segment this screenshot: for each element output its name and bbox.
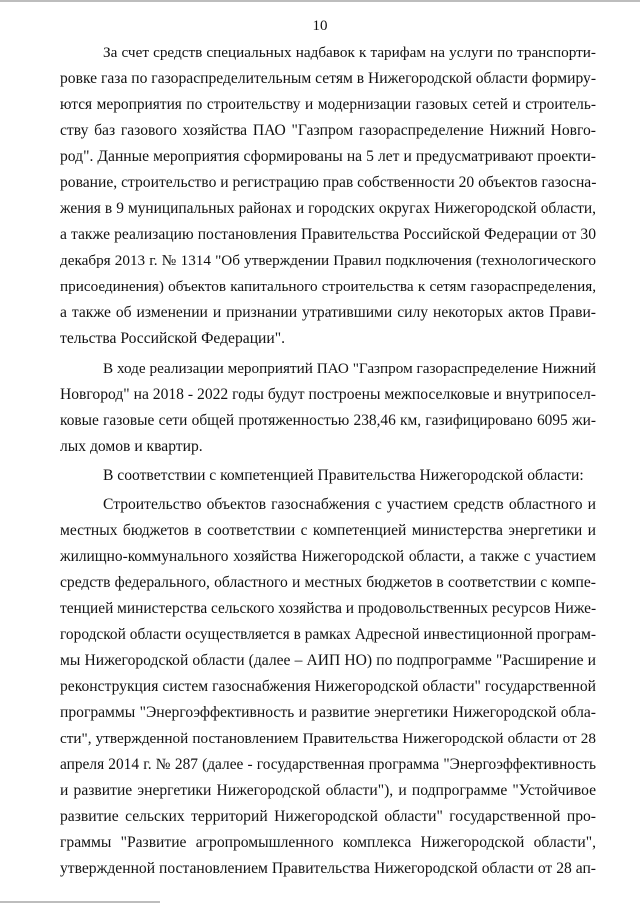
text-line: Новгород" на 2018 - 2022 годы будут построены межпоселковые и внутрипосел-	[60, 386, 596, 403]
text-line: городской области осуществляется в рамках Адресной инвестиционной програм-	[60, 626, 596, 643]
text-line: развитие сельских территорий Нижегородской области" государственной про-	[60, 808, 596, 825]
text-line: ются мероприятия по строительству и модернизации газовых сетей и строитель-	[60, 96, 596, 113]
text-line: жилищно-коммунального хозяйства Нижегородской области, а также с участием	[60, 548, 596, 565]
text-line: а также реализацию постановления Правительства Российской Федерации от 30	[60, 226, 596, 243]
text-line: ству баз газового хозяйства ПАО "Газпром газораспределение Нижний Новго-	[60, 122, 596, 139]
text-line: граммы "Развитие агропромышленного комплекса Нижегородской области",	[60, 834, 596, 851]
text-line: реконструкция систем газоснабжения Нижегородской области" государственной	[60, 678, 596, 695]
text-line: рование, строительство и регистрацию прав собственности 20 объектов газосна-	[60, 174, 597, 191]
text-line: апреля 2014 г. № 287 (далее - государственная программа "Энергоэффективность	[60, 756, 596, 773]
text-line: и развитие энергетики Нижегородской области"), и подпрограмме "Устойчивое	[60, 782, 596, 799]
text-line: За счет средств специальных надбавок к тарифам на услуги по транспорти-	[103, 44, 596, 61]
text-line: тельства Российской Федерации".	[60, 330, 285, 347]
text-line: присоединения) объектов капитального строительства к сетям газораспределения,	[60, 278, 596, 295]
text-line: утвержденной постановлением Правительства Нижегородской области от 28 ап-	[60, 860, 596, 877]
text-line: сти", утвержденной постановлением Правительства Нижегородской области от 28	[60, 730, 596, 747]
text-line: лых домов и квартир.	[60, 438, 203, 455]
text-line: декабря 2013 г. № 1314 "Об утверждении Правил подключения (технологического	[60, 252, 596, 269]
text-line: ковые газовые сети общей протяженностью 238,46 км, газифицировано 6095 жи-	[60, 412, 596, 429]
page-number: 10	[312, 18, 328, 34]
text-line: средств федерального, областного и местных бюджетов в соответствии с компе-	[60, 574, 596, 591]
text-line: а также об изменении и признании утратившими силу некоторых актов Прави-	[60, 304, 596, 321]
text-line: программы "Энергоэффективность и развитие энергетики Нижегородской обла-	[60, 704, 596, 721]
text-line: Строительство объектов газоснабжения с участием средств областного и	[103, 496, 596, 513]
text-line: В соответствии с компетенцией Правительства Нижегородской области:	[103, 467, 584, 484]
text-line: жения в 9 муниципальных районах и городских округах Нижегородской области,	[60, 200, 596, 217]
scan-edge-bottom	[0, 901, 160, 903]
text-line: род". Данные мероприятия сформированы на 5 лет и предусматривают проекти-	[60, 148, 596, 165]
text-line: В ходе реализации мероприятий ПАО "Газпром газораспределение Нижний	[103, 360, 596, 377]
text-line: ровке газа по газораспределительным сетям в Нижегородской области формиру-	[60, 70, 597, 87]
scan-edge-top	[0, 0, 640, 2]
text-line: местных бюджетов в соответствии с компетенцией министерства энергетики и	[60, 522, 596, 539]
text-line: тенцией министерства сельского хозяйства и продовольственных ресурсов Ниже-	[60, 600, 597, 617]
text-line: мы Нижегородской области (далее – АИП НО) по подпрограмме "Расширение и	[60, 652, 596, 669]
